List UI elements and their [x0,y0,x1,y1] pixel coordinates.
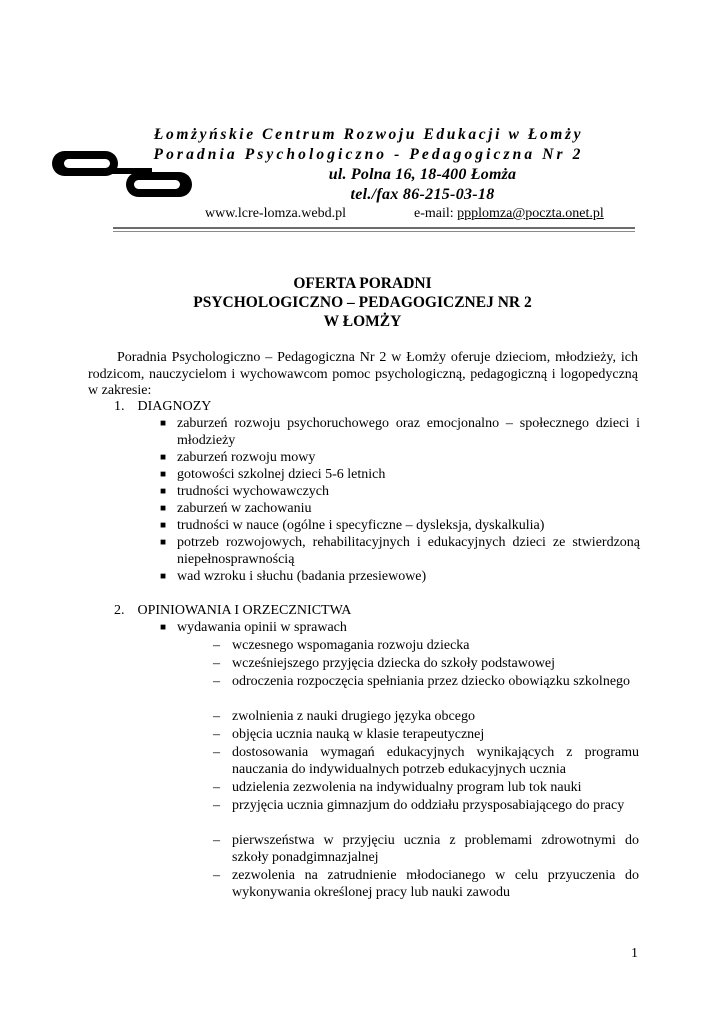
sub-list-item: – wcześniejszego przyjęcia dziecka do szkoły podstawowej [213,656,556,671]
header-divider [113,227,635,229]
list-item: ■ trudności w nauce (ogólne i specyficzne – dysleksja, dyskalkulia) [160,518,545,533]
square-bullet-icon: ■ [160,452,167,463]
square-bullet-icon: ■ [160,571,167,582]
address: ul. Polna 16, 18-400 Łomża [328,166,517,183]
list-item: ■ gotowości szkolnej dzieci 5-6 letnich [160,467,386,482]
list-item: ■ wad wzroku i słuchu (badania przesiewowe) [160,569,427,584]
section-number: 2. [114,603,125,618]
square-bullet-icon: ■ [160,537,167,548]
page-number: 1 [631,946,638,961]
list-item: ■ zaburzeń rozwoju mowy [160,450,316,465]
section-heading-opiniowania [114,603,351,619]
sub-list-item: – pierwszeństwa w przyjęciu ucznia z problemami zdrowotnymi do szkoły ponadgimnazjalnej [213,833,639,865]
header-divider-thin [113,231,635,232]
dash-bullet-icon: – [213,674,220,689]
intro-text: Poradnia Psychologiczno – Pedagogiczna Nr 2 w Łomży oferuje dzieciom, młodzieży, ich rodzicom, nauczycielom i wychowawcom pomoc psychologiczną, pedagogiczną i logopedyczną w zakresie: [88,350,638,398]
dash-bullet-icon: – [213,727,220,742]
website-link[interactable]: www.lcre-lomza.webd.pl [205,206,346,221]
clinic-name: Poradnia Psychologiczno - Pedagogiczna Nr 2 [153,146,584,163]
sub-list-item: – zezwolenia na zatrudnienie młodocianego w celu przyuczenia do wykonywania określonej pracy lub nauki zawodu [213,868,639,900]
section-title: DIAGNOZY [137,399,212,414]
document-title-line2: PSYCHOLOGICZNO – PEDAGOGICZNEJ NR 2 [193,294,532,311]
dash-bullet-icon: – [213,868,220,883]
list-item: ■ wydawania opinii w sprawach [160,620,347,635]
sub-list-item: – przyjęcia ucznia gimnazjum do oddziału przysposabiającego do pracy [213,798,625,813]
square-bullet-icon: ■ [160,418,167,429]
dash-bullet-icon: – [213,798,220,813]
list-item: ■ trudności wychowawczych [160,484,330,499]
email-label: e-mail: [414,206,458,221]
list-item: ■ zaburzeń rozwoju psychoruchowego oraz emocjonalno – społecznego dzieci i młodzieży [160,416,640,448]
institution-name: Łomżyńskie Centrum Rozwoju Edukacji w Łomży [153,126,584,143]
sub-list-item: – wczesnego wspomagania rozwoju dziecka [213,638,470,653]
sub-list-item: – zwolnienia z nauki drugiego języka obcego [213,709,475,724]
dash-bullet-icon: – [213,780,220,795]
sub-list-item: – udzielenia zezwolenia na indywidualny program lub tok nauki [213,780,582,795]
square-bullet-icon: ■ [160,486,167,497]
document-title-line3: W ŁOMŻY [323,313,402,330]
sub-list-item: – odroczenia rozpoczęcia spełniania przez dziecko obowiązku szkolnego [213,674,631,689]
section-title: OPINIOWANIA I ORZECZNICTWA [137,603,352,618]
sub-list-item: – dostosowania wymagań edukacyjnych wynikających z programu nauczania do indywidualnych potrzeb edukacyjnych ucznia [213,745,639,777]
intro-paragraph [88,350,638,400]
square-bullet-icon: ■ [160,503,167,514]
list-item: ■ zaburzeń w zachowaniu [160,501,312,516]
section-heading-diagnozy [114,399,211,415]
dash-bullet-icon: – [213,656,220,671]
email-link[interactable]: ppplomza@poczta.onet.pl [457,206,604,221]
dash-bullet-icon: – [213,709,220,724]
dash-bullet-icon: – [213,745,220,760]
phone-fax: tel./fax 86-215-03-18 [350,186,495,203]
document-title-line1: OFERTA PORADNI [293,275,432,292]
list-item: ■ potrzeb rozwojowych, rehabilitacyjnych i edukacyjnych dzieci ze stwierdzoną niepełnosprawnością [160,535,640,567]
section-number: 1. [114,399,125,414]
square-bullet-icon: ■ [160,469,167,480]
dash-bullet-icon: – [213,638,220,653]
sub-list-item: – objęcia ucznia nauką w klasie terapeutycznej [213,727,485,742]
email-line [414,206,604,222]
dash-bullet-icon: – [213,833,220,848]
square-bullet-icon: ■ [160,520,167,531]
square-bullet-icon: ■ [160,622,167,633]
